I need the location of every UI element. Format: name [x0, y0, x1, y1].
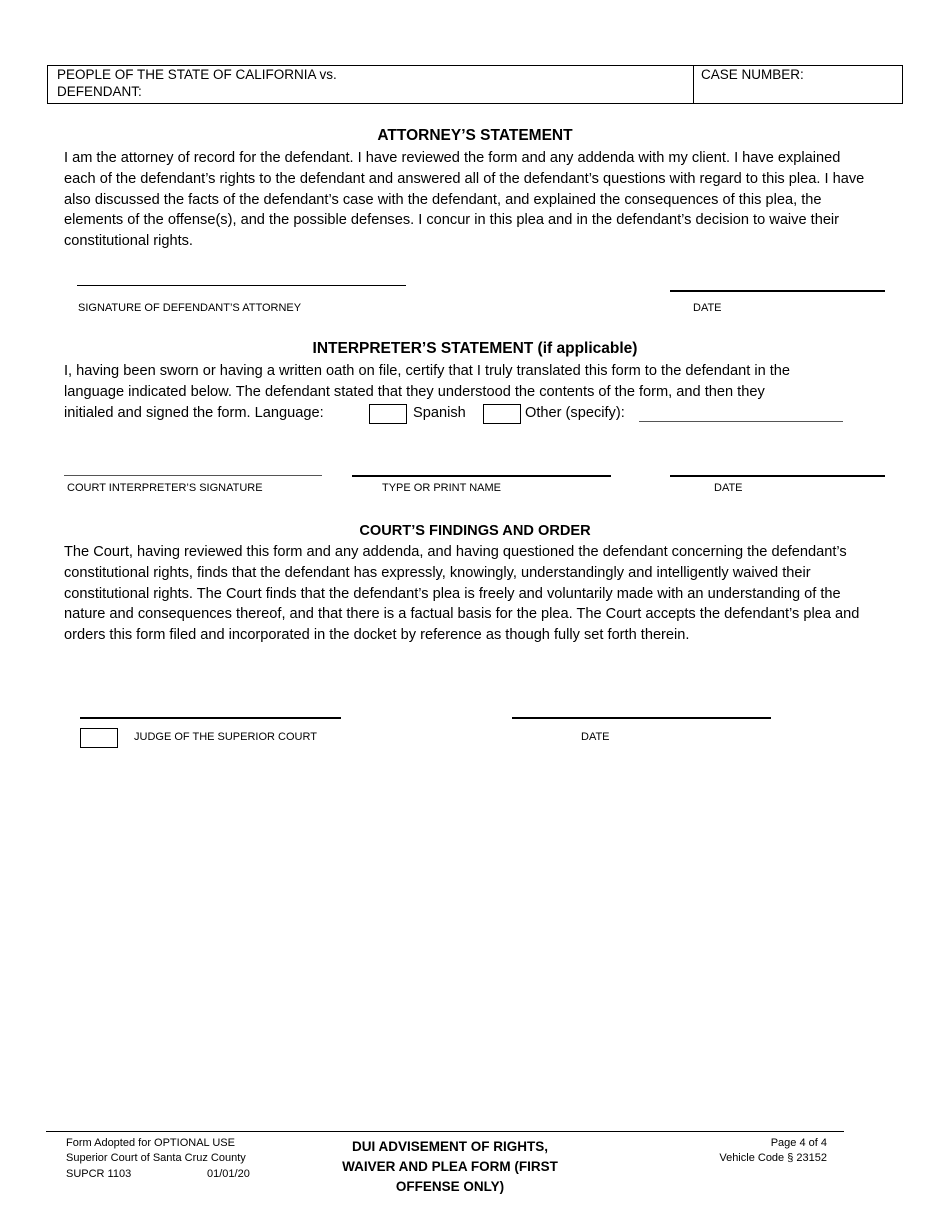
attorney-signature-label: SIGNATURE OF DEFENDANT’S ATTORNEY [78, 302, 302, 314]
attorney-date-line[interactable] [670, 290, 885, 292]
interpreter-name-label: TYPE OR PRINT NAME [382, 482, 501, 494]
interpreter-signature-label: COURT INTERPRETER’S SIGNATURE [67, 482, 263, 494]
case-number-label: CASE NUMBER: [701, 67, 804, 82]
interpreter-text-line2: language indicated below. The defendant stated that they understood the contents of the form, and then they [64, 384, 765, 400]
footer-form-date: 01/01/20 [207, 1168, 250, 1180]
footer-title-line1: DUI ADVISEMENT OF RIGHTS, [351, 1139, 548, 1154]
header-divider [693, 66, 694, 103]
interpreter-date-label: DATE [714, 482, 743, 494]
people-label: PEOPLE OF THE STATE OF CALIFORNIA vs. [57, 67, 337, 82]
attorney-date-label: DATE [693, 302, 722, 314]
people-value[interactable] [378, 67, 678, 83]
attorney-statement-title: ATTORNEY’S STATEMENT [377, 127, 573, 144]
footer-court-name: Superior Court of Santa Cruz County [66, 1152, 246, 1164]
footer-title-line2: WAIVER AND PLEA FORM (FIRST [342, 1159, 558, 1174]
defendant-value[interactable] [148, 84, 678, 100]
court-findings-title: COURT’S FINDINGS AND ORDER [359, 523, 591, 539]
interpreter-text-line1: I, having been sworn or having a written oath on file, certify that I truly translated this form to the defendant in the [64, 363, 791, 379]
interpreter-name-line[interactable] [352, 475, 611, 477]
spanish-checkbox[interactable] [369, 404, 407, 424]
footer-vehicle-code: Vehicle Code § 23152 [719, 1152, 827, 1164]
case-header-table [47, 65, 903, 104]
footer-page-number: Page 4 of 4 [770, 1137, 827, 1149]
judge-label: JUDGE OF THE SUPERIOR COURT [134, 731, 317, 743]
other-language-specify-line[interactable] [639, 421, 843, 422]
interpreter-date-line[interactable] [670, 475, 885, 477]
judge-date-line[interactable] [512, 717, 771, 719]
case-number-value[interactable] [701, 84, 891, 100]
interpreter-text-line3: initialed and signed the form. Language: [64, 405, 324, 421]
attorney-signature-line[interactable] [77, 285, 406, 286]
spanish-label: Spanish [413, 405, 466, 421]
footer-title-line3: OFFENSE ONLY) [395, 1179, 505, 1194]
footer-adopted: Form Adopted for OPTIONAL USE [66, 1137, 235, 1149]
court-findings-text: The Court, having reviewed this form and any addenda, and having questioned the defendant concerning the defendant’s constitutional rights, finds that the defendant has expressly, knowingly, understandingly and intelligently waived their constitutional rights. The Court finds that the defendant’s plea is freely and voluntarily made with an understanding of the nature and consequences thereof, and that there is a factual basis for the plea. The Court accepts the defendant’s plea and orders this form filed and incorporated in the docket by reference as though fully set forth therein. [64, 544, 860, 644]
attorney-statement-text: I am the attorney of record for the defendant. I have reviewed the form and any addenda with my client. I have explained each of the defendant’s rights to the defendant and answered all of the defendant’s questions with regard to this plea. I have also discussed the facts of the defendant’s case with the defendant, and explained the consequences of this plea, the elements of the offense(s), and the possible defenses. I concur in this plea and in the defendant’s decision to waive their constitutional rights. [64, 150, 865, 250]
interpreter-statement-title: INTERPRETER’S STATEMENT (if applicable) [312, 340, 638, 357]
judge-signature-line[interactable] [80, 717, 341, 719]
footer-form-number: SUPCR 1103 [66, 1168, 132, 1180]
other-language-checkbox[interactable] [483, 404, 521, 424]
interpreter-signature-line[interactable] [64, 475, 322, 476]
other-language-label: Other (specify): [525, 405, 625, 421]
defendant-label: DEFENDANT: [57, 84, 142, 99]
footer-rule [46, 1131, 844, 1132]
judge-checkbox[interactable] [80, 728, 118, 748]
judge-date-label: DATE [581, 731, 610, 743]
footer-form-title [330, 1137, 570, 1197]
